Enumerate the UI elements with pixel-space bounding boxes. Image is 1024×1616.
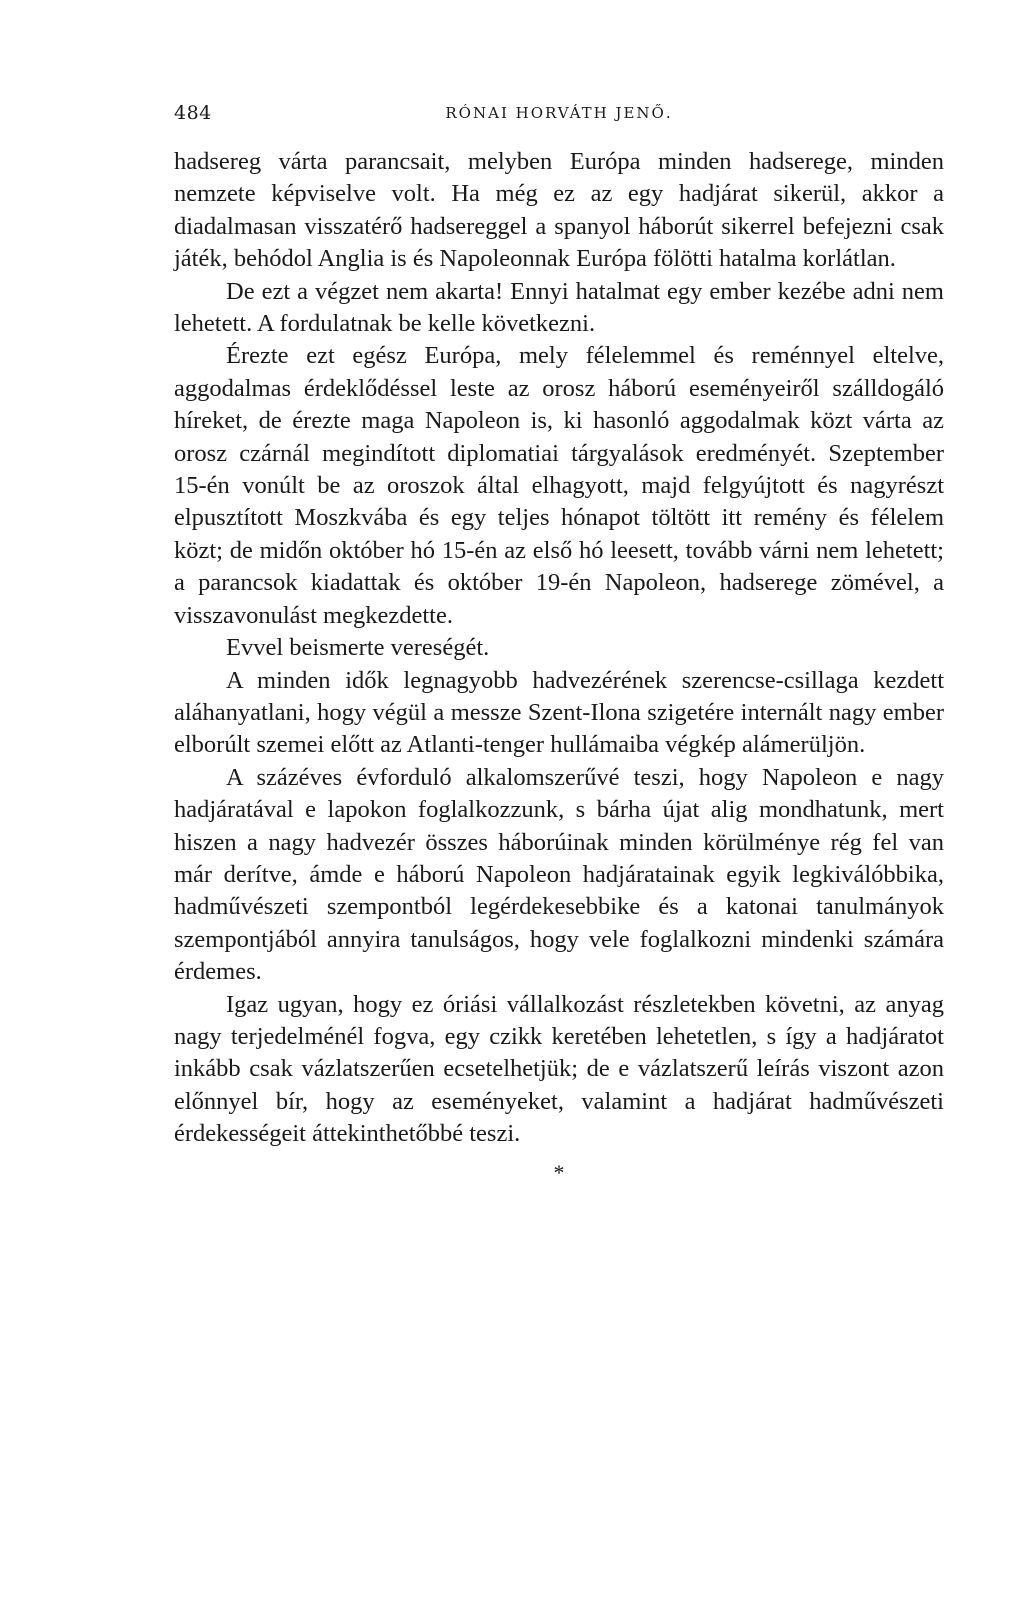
paragraph: De ezt a végzet nem akarta! Ennyi hatalmat egy ember kezébe adni nem lehetett. A fordulatnak be kelle következni.	[174, 277, 944, 338]
running-head: RÓNAI HORVÁTH JENŐ.	[445, 104, 673, 122]
paragraph: Igaz ugyan, hogy ez óriási vállalkozást részletekben követni, az anyag nagy terjedelménél fogva, egy czikk keretében lehetetlen, s így a hadjáratot inkább csak vázlatszerűen ecsetelhetjük; de e vázlatszerű leírás viszont azon előnnyel bír, hogy az eseményeket, valamint a hadjárat hadművészeti érdekességeit áttekinthetőbbé teszi.	[174, 990, 944, 1148]
paragraph: A százéves évforduló alkalomszerűvé teszi, hogy Napoleon e nagy hadjáratával e lapokon foglalkozzunk, s bárha újat alig mondhatunk, mert hiszen a nagy hadvezér összes háborúinak minden körülménye rég fel van már derítve, ámde e háború Napoleon hadjáratainak egyik legkiválóbbika, hadművészeti szempontból legérdekesebbike és a katonai tanulmányok szempontjából annyira tanulságos, hogy vele foglalkozni mindenki számára érdemes.	[174, 763, 944, 986]
page-number: 484	[174, 102, 212, 124]
page-header	[174, 102, 944, 132]
body-text	[174, 146, 944, 1189]
section-ornament: *	[553, 1159, 565, 1185]
paragraph: A minden idők legnagyobb hadvezérének szerencse-csillaga kezdett aláhanyatlani, hogy végül a messze Szent-Ilona szigetére internált nagy ember elborúlt szemei előtt az Atlanti-tenger hullámaiba végkép alámerüljön.	[174, 666, 944, 759]
paragraph-continued: hadsereg várta parancsait, melyben Európa minden hadserege, minden nemzete képviselve volt. Ha még ez az egy hadjárat sikerül, akkor a diadalmasan visszatérő hadsereggel a spanyol háborút sikerrel befejezni csak játék, behódol Anglia is és Napoleonnak Európa fölötti hatalma korlátlan.	[174, 148, 944, 273]
paragraph: Evvel beismerte vereségét.	[226, 634, 490, 662]
paragraph: Érezte ezt egész Európa, mely félelemmel és reménnyel eltelve, aggodalmas érdeklődéssel leste az orosz háború eseményeiről szálldogáló híreket, de érezte maga Napoleon is, ki hasonló aggodalmak közt várta az orosz czárnál megindított diplomatiai tárgyalások eredményét. Szeptember 15-én vonúlt be az oroszok által elhagyott, majd felgyújtott és nagyrészt elpusztított Moszkvába és egy teljes hónapot töltött itt remény és félelem közt; de midőn október hó 15-én az első hó leesett, tovább várni nem lehetett; a parancsok kiadattak és október 19-én Napoleon, hadserege zömével, a visszavonulást megkezdette.	[174, 342, 944, 629]
